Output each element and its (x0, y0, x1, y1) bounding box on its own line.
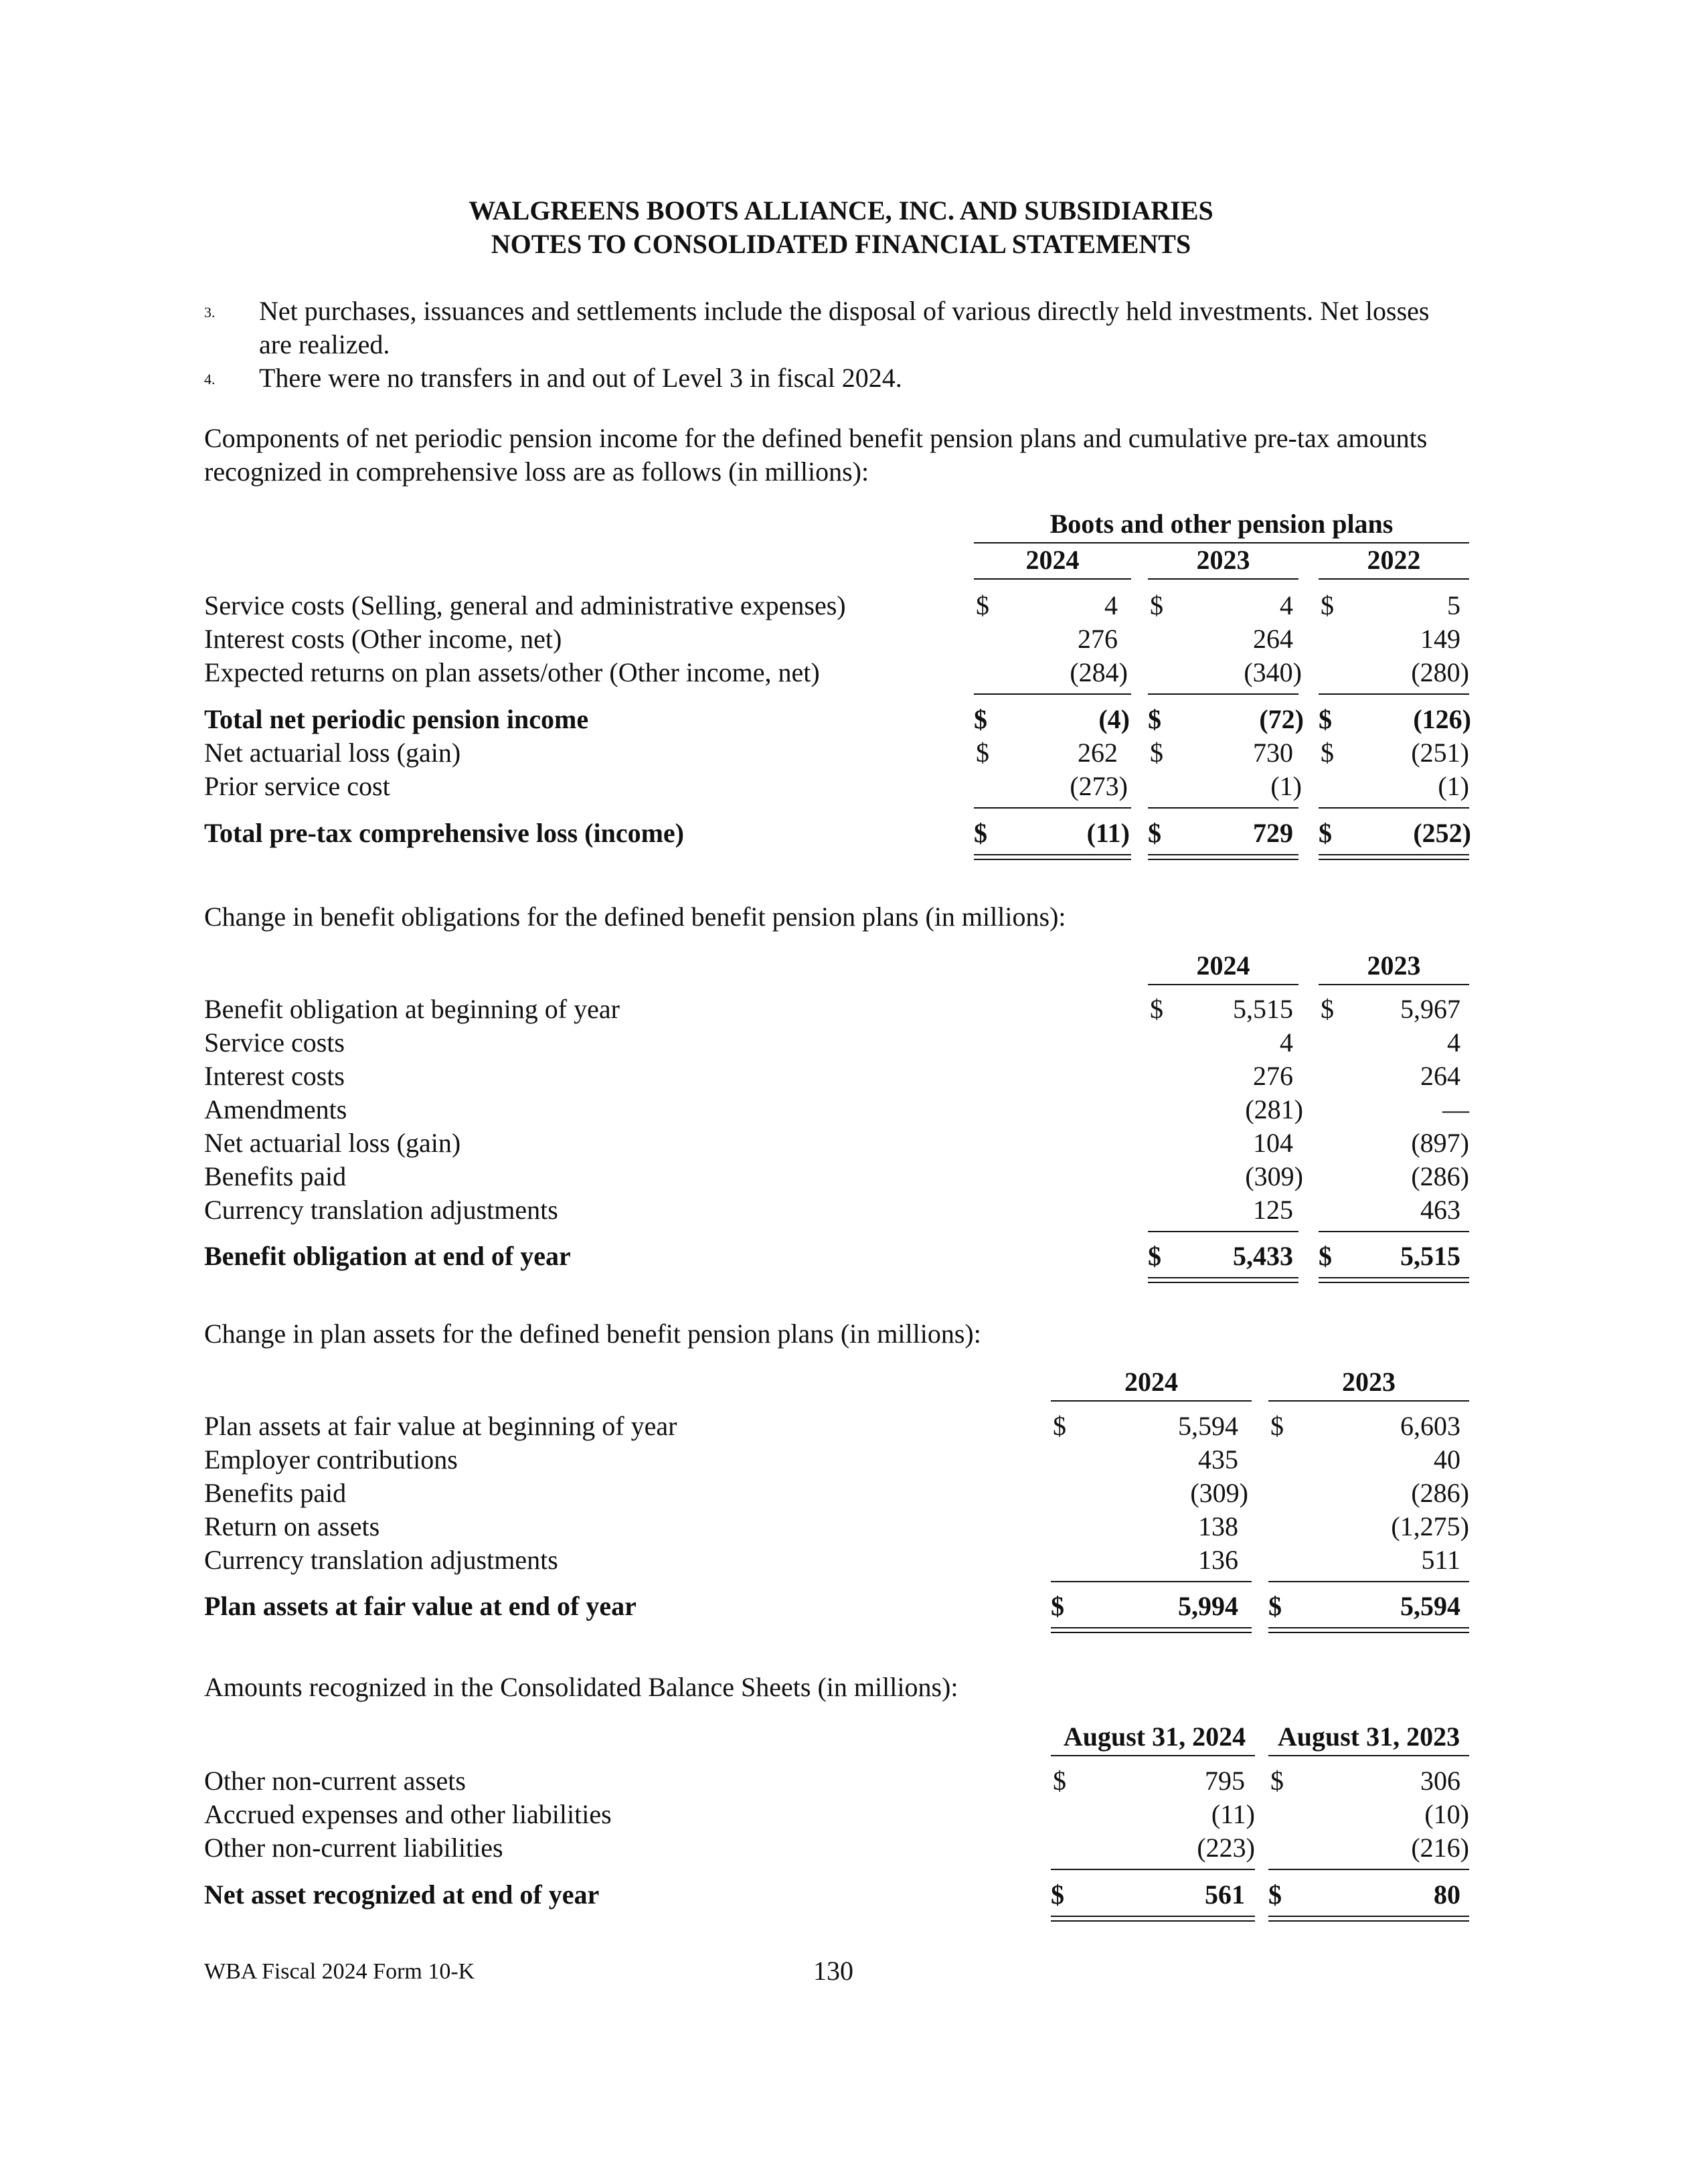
value-cell: 262 (1078, 738, 1118, 768)
row-label: Prior service cost (204, 771, 390, 801)
value-cell: 463 (1420, 1195, 1460, 1225)
value-cell: (4) (1098, 704, 1130, 734)
value-cell: 276 (1253, 1061, 1293, 1091)
currency-symbol: $ (1053, 1766, 1066, 1796)
value-cell: (11) (1086, 818, 1130, 848)
row-label: Net actuarial loss (gain) (204, 1128, 461, 1158)
row-label-total: Total pre-tax comprehensive loss (income) (204, 818, 684, 848)
value-cell: 511 (1421, 1545, 1460, 1575)
currency-symbol: $ (1319, 704, 1332, 734)
company-title: WALGREENS BOOTS ALLIANCE, INC. AND SUBSIDIARIES (469, 195, 1213, 226)
currency-symbol: $ (1053, 1411, 1066, 1441)
table1-intro: Components of net periodic pension income for the defined benefit pension plans and cumulative pre-tax amounts recognized in comprehensive loss are as follows (in millions): (204, 423, 1428, 487)
value-cell: 264 (1420, 1061, 1460, 1091)
row-label-total: Net asset recognized at end of year (204, 1879, 600, 1910)
currency-symbol: $ (1270, 1766, 1284, 1796)
value-cell: (1,275) (1391, 1511, 1469, 1541)
row-label: Return on assets (204, 1511, 380, 1541)
row-label: Plan assets at fair value at beginning of year (204, 1411, 677, 1441)
value-cell: 125 (1253, 1195, 1293, 1225)
value-cell: 4 (1104, 590, 1118, 620)
footnote-number: 3. (204, 304, 216, 321)
row-label: Service costs (Selling, general and administrative expenses) (204, 590, 846, 620)
value-cell: 730 (1253, 738, 1293, 768)
currency-symbol: $ (1319, 1241, 1332, 1271)
currency-symbol: $ (1051, 1591, 1064, 1621)
date-header: August 31, 2023 (1277, 1721, 1460, 1752)
value-cell: (251) (1411, 738, 1469, 768)
value-cell: (340) (1244, 657, 1302, 687)
value-cell: (252) (1413, 818, 1471, 848)
value-cell: (897) (1411, 1128, 1469, 1158)
year-header: 2023 (1342, 1367, 1396, 1397)
value-cell: (273) (1070, 771, 1128, 801)
value-cell: (280) (1411, 657, 1469, 687)
currency-symbol: $ (1321, 738, 1334, 768)
row-label: Net actuarial loss (gain) (204, 738, 461, 768)
value-cell: (1) (1270, 771, 1302, 801)
form-footer: WBA Fiscal 2024 Form 10-K (204, 1959, 475, 1984)
page-number: 130 (813, 1956, 853, 1986)
row-label: Benefits paid (204, 1478, 347, 1508)
row-label: Other non-current assets (204, 1766, 466, 1796)
value-cell: 5,594 (1178, 1411, 1238, 1441)
row-label: Amendments (204, 1094, 347, 1124)
currency-symbol: $ (974, 704, 987, 734)
row-label: Interest costs (204, 1061, 345, 1091)
value-cell: 5,515 (1400, 1241, 1460, 1271)
table2-intro: Change in benefit obligations for the defined benefit pension plans (in millions): (204, 902, 1066, 932)
currency-symbol: $ (1148, 704, 1161, 734)
currency-symbol: $ (1270, 1411, 1284, 1441)
value-cell: 435 (1198, 1444, 1238, 1475)
value-cell: 5,594 (1400, 1591, 1460, 1621)
value-cell: (10) (1424, 1799, 1469, 1829)
value-cell: (284) (1070, 657, 1128, 687)
value-cell: — (1442, 1094, 1469, 1124)
value-cell: (223) (1197, 1833, 1255, 1863)
value-cell: (286) (1411, 1478, 1469, 1508)
currency-symbol: $ (1148, 818, 1161, 848)
year-header: 2023 (1367, 950, 1421, 981)
currency-symbol: $ (1148, 1241, 1161, 1271)
year-header: 2024 (1124, 1367, 1178, 1397)
group-header: Boots and other pension plans (1049, 509, 1394, 539)
year-header: 2024 (1196, 950, 1250, 981)
row-label-total: Total net periodic pension income (204, 704, 589, 734)
currency-symbol: $ (1321, 994, 1334, 1024)
value-cell: 4 (1280, 1027, 1293, 1058)
row-label: Benefit obligation at beginning of year (204, 994, 620, 1024)
value-cell: 40 (1434, 1444, 1460, 1475)
row-label: Interest costs (Other income, net) (204, 624, 562, 654)
notes-title: NOTES TO CONSOLIDATED FINANCIAL STATEMENTS (491, 229, 1191, 259)
row-label: Benefits paid (204, 1161, 347, 1191)
year-header: 2024 (1025, 545, 1080, 575)
value-cell: 729 (1253, 818, 1293, 848)
value-cell: 795 (1205, 1766, 1245, 1796)
value-cell: 4 (1447, 1027, 1460, 1058)
row-label: Currency translation adjustments (204, 1545, 558, 1575)
value-cell: (72) (1259, 704, 1304, 734)
row-label-total: Plan assets at fair value at end of year (204, 1591, 637, 1621)
value-cell: 138 (1198, 1511, 1238, 1541)
value-cell: 5,967 (1400, 994, 1460, 1024)
value-cell: 5,994 (1178, 1591, 1238, 1621)
currency-symbol: $ (1150, 994, 1163, 1024)
currency-symbol: $ (1051, 1879, 1064, 1910)
currency-symbol: $ (1319, 818, 1332, 848)
currency-symbol: $ (1150, 738, 1163, 768)
year-header: 2023 (1196, 545, 1250, 575)
value-cell: 5,515 (1233, 994, 1293, 1024)
value-cell: (281) (1245, 1094, 1303, 1124)
row-label: Service costs (204, 1027, 345, 1058)
currency-symbol: $ (976, 590, 989, 620)
currency-symbol: $ (1268, 1879, 1282, 1910)
currency-symbol: $ (1268, 1591, 1282, 1621)
footnote-text: Net purchases, issuances and settlements include the disposal of various directly held investments. Net losses are realized. (259, 296, 1430, 359)
table4-intro: Amounts recognized in the Consolidated Balance Sheets (in millions): (204, 1672, 958, 1702)
value-cell: 6,603 (1400, 1411, 1460, 1441)
value-cell: (216) (1411, 1833, 1469, 1863)
value-cell: 4 (1280, 590, 1293, 620)
value-cell: 149 (1420, 624, 1460, 654)
currency-symbol: $ (1150, 590, 1163, 620)
value-cell: 306 (1420, 1766, 1460, 1796)
currency-symbol: $ (976, 738, 989, 768)
value-cell: 561 (1205, 1879, 1245, 1910)
value-cell: 104 (1253, 1128, 1293, 1158)
currency-symbol: $ (1321, 590, 1334, 620)
row-label: Expected returns on plan assets/other (Other income, net) (204, 657, 820, 687)
value-cell: (286) (1411, 1161, 1469, 1191)
value-cell: 276 (1078, 624, 1118, 654)
value-cell: 5,433 (1233, 1241, 1293, 1271)
year-header: 2022 (1367, 545, 1421, 575)
value-cell: 80 (1434, 1879, 1460, 1910)
row-label: Accrued expenses and other liabilities (204, 1799, 612, 1829)
value-cell: 5 (1447, 590, 1460, 620)
value-cell: 264 (1253, 624, 1293, 654)
value-cell: (309) (1245, 1161, 1303, 1191)
currency-symbol: $ (974, 818, 987, 848)
row-label: Employer contributions (204, 1444, 458, 1475)
table3-intro: Change in plan assets for the defined benefit pension plans (in millions): (204, 1319, 981, 1349)
value-cell: 136 (1198, 1545, 1238, 1575)
row-label: Other non-current liabilities (204, 1833, 503, 1863)
date-header: August 31, 2024 (1063, 1721, 1246, 1752)
value-cell: (309) (1190, 1478, 1248, 1508)
footnote-text: There were no transfers in and out of Level 3 in fiscal 2024. (259, 363, 902, 393)
value-cell: (11) (1211, 1799, 1255, 1829)
row-label: Currency translation adjustments (204, 1195, 558, 1225)
footnote-number: 4. (204, 371, 216, 388)
value-cell: (1) (1438, 771, 1469, 801)
row-label-total: Benefit obligation at end of year (204, 1241, 571, 1271)
value-cell: (126) (1413, 704, 1471, 734)
